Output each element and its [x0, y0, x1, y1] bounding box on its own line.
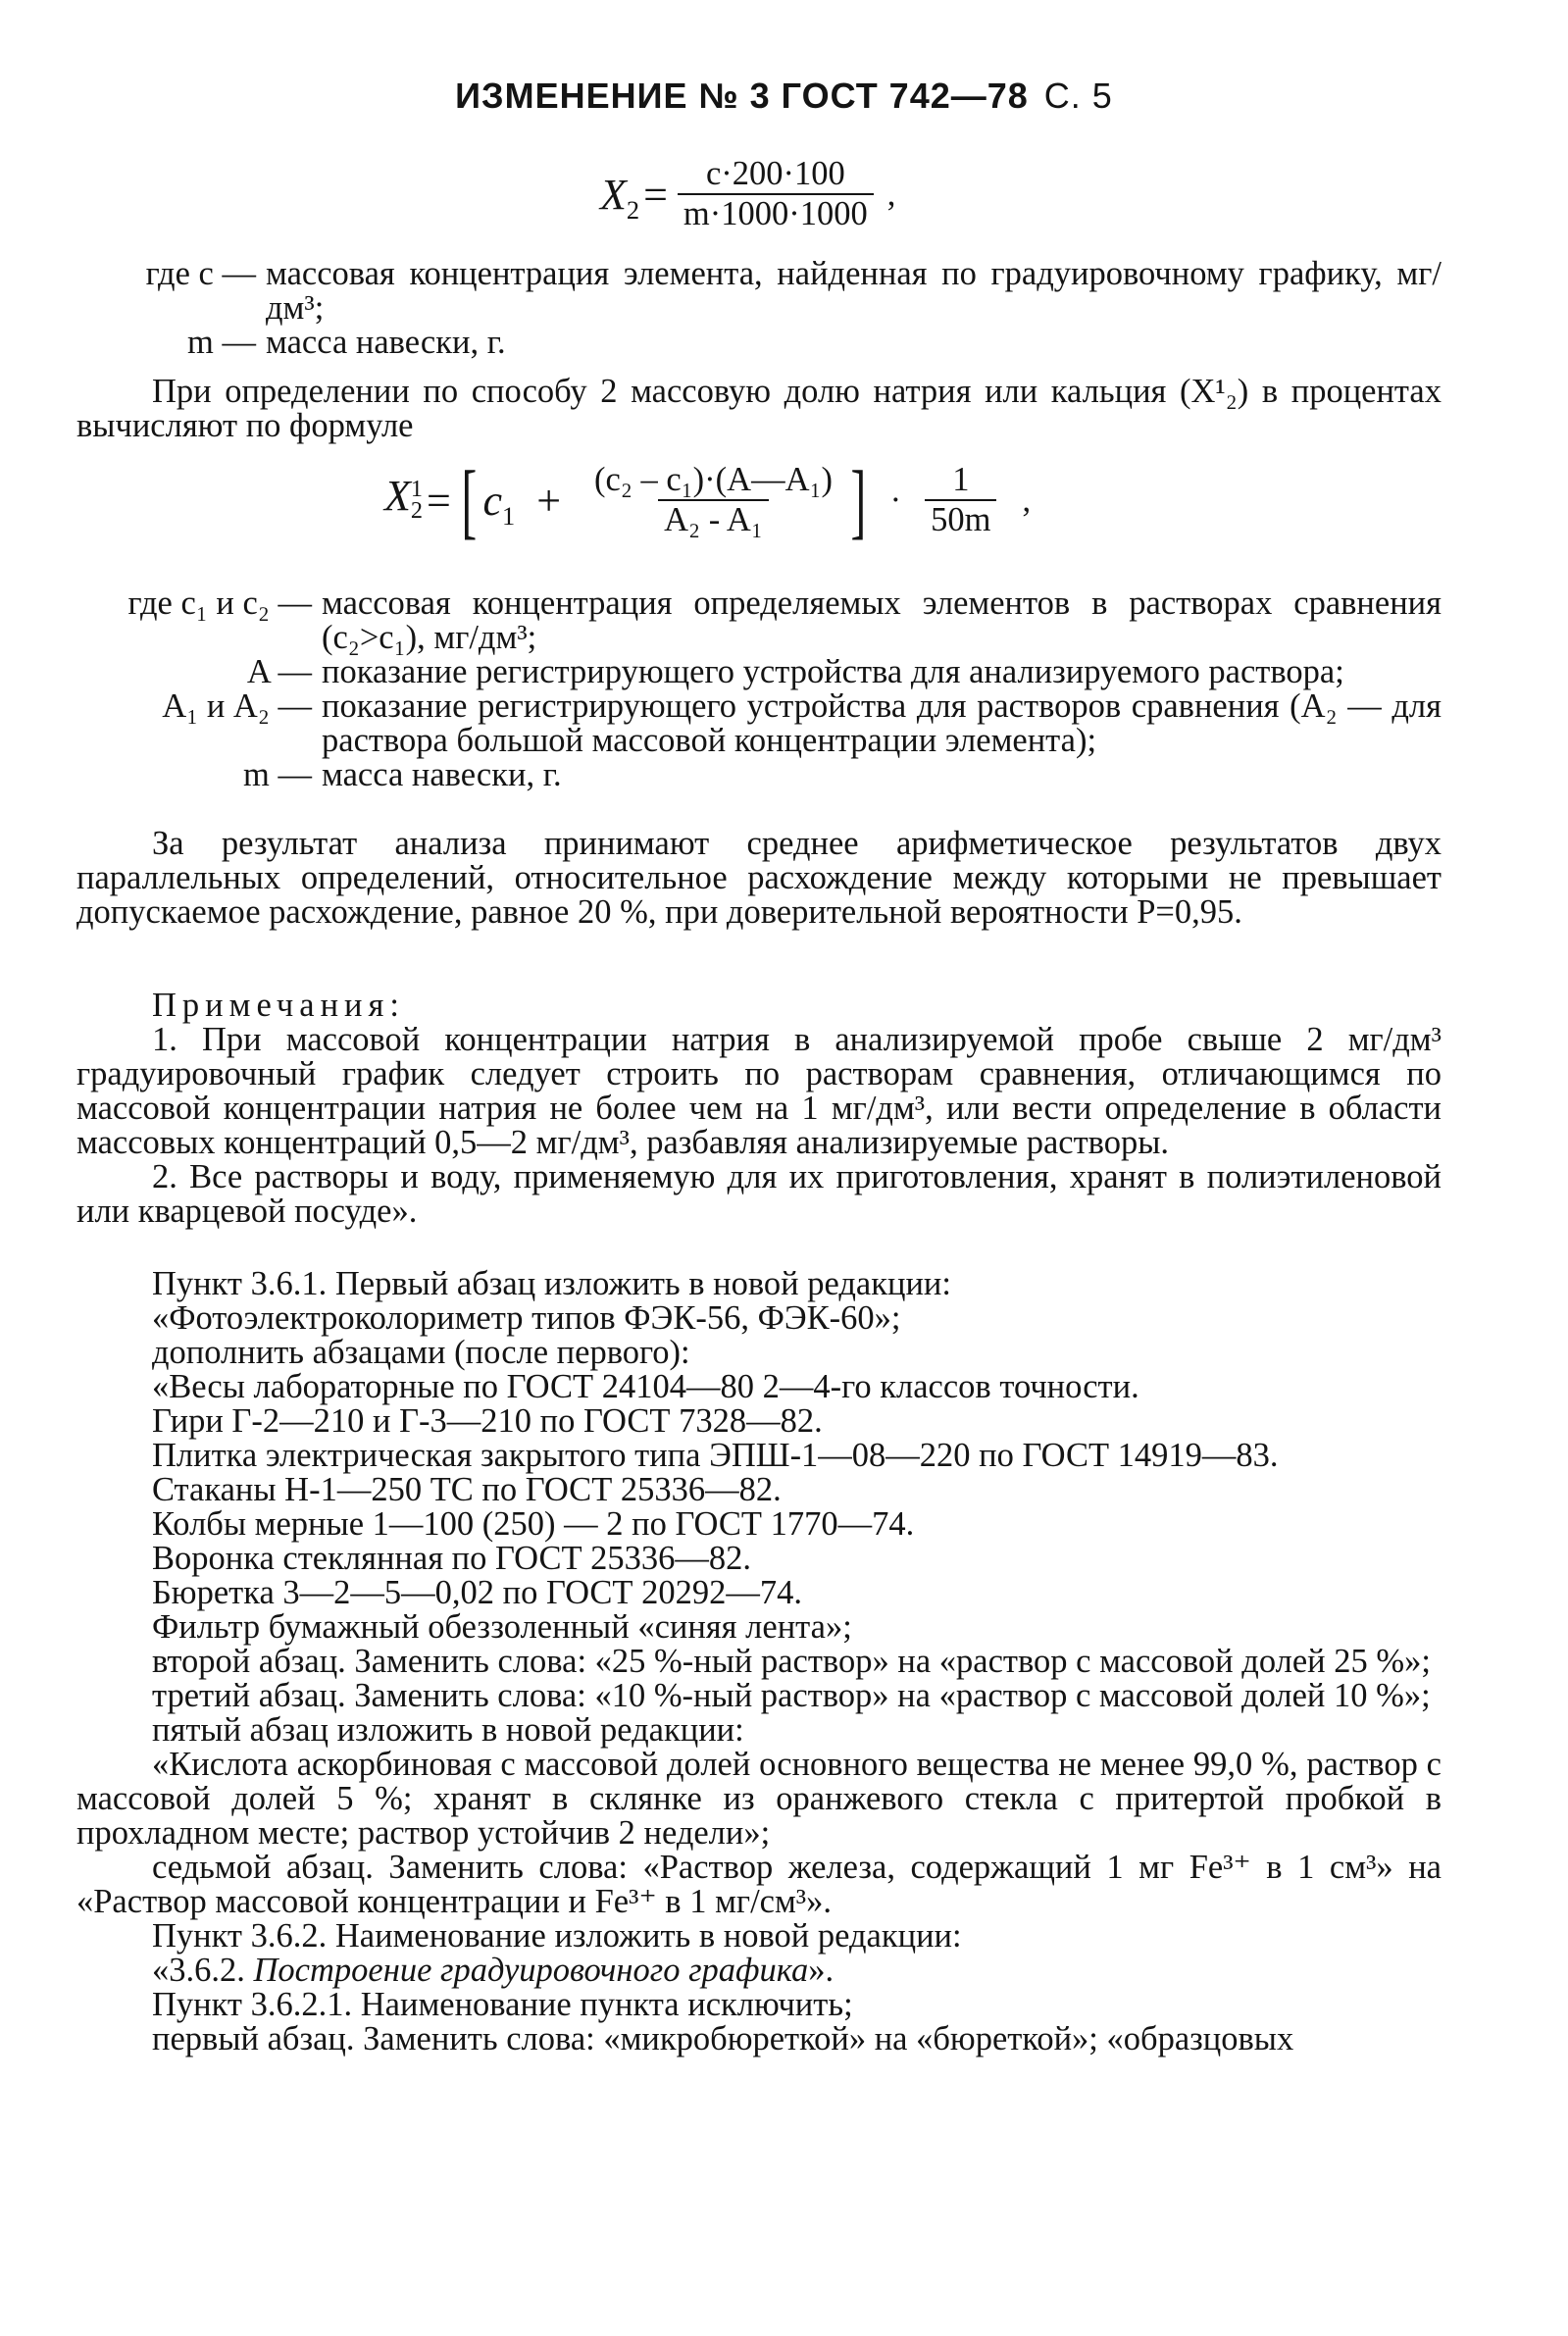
notes-section — [76, 989, 1442, 1229]
paragraph-second: второй абзац. Заменить слова: «25 %-ный раствор» на «раствор с массовой долей 25 %»; — [152, 1643, 1431, 1680]
note-1: 1. При массовой концентрации натрия в анализируемой пробе свыше 2 мг/дм³ градуировочный график следует строить по растворам сравнения, отличающимся по массовой концентрации натрия не более чем на 1 мг/дм³, или вести определение в области массовых концентраций 0,5—2 мг/дм³, разбавляя анализируемые растворы. — [76, 1021, 1442, 1161]
formula2-denominator: A₂ - A₁ — [658, 499, 769, 537]
paragraph-first: первый абзац. Заменить слова: «микробюреткой» на «бюреткой»; «образцовых — [152, 2020, 1294, 2057]
formula2-fraction2 — [925, 463, 996, 537]
paragraph-362-new: «3.6.2. Построение градуировочного графика». — [152, 1952, 835, 1989]
formula-x12 — [384, 453, 1032, 547]
paragraph-fifth-intro: пятый абзац изложить в новой редакции: — [152, 1711, 744, 1749]
note-2: 2. Все растворы и воду, применяемую для их приготовления, хранят в полиэтиленовой или кварцевой посуде». — [76, 1158, 1442, 1230]
page-number: С. 5 — [1043, 76, 1113, 116]
definition-text: массовая концентрация элемента, найденная по градуировочному графику, мг/дм³; — [266, 255, 1442, 327]
definitions-formula2 — [76, 586, 1442, 792]
paragraph-362: Пункт 3.6.2. Наименование изложить в новой редакции: — [152, 1917, 962, 1955]
page-header — [0, 76, 1568, 116]
definition-row — [76, 689, 1442, 758]
formula-denominator: m·1000·1000 — [678, 193, 874, 231]
amendment-line: Пункт 3.6.1. Первый абзац изложить в новой редакции: — [152, 1265, 951, 1302]
amendment-line: дополнить абзацами (после первого): — [152, 1334, 690, 1371]
amendment-line: Бюретка 3—2—5—0,02 по ГОСТ 20292—74. — [152, 1574, 802, 1611]
definition-text: массовая концентрация определяемых элементов в растворах сравнения (c₂>c₁), мг/дм³; — [322, 584, 1442, 656]
amendment-line: «Весы лабораторные по ГОСТ 24104—80 2—4-го классов точности. — [152, 1368, 1139, 1405]
paragraph-result: За результат анализа принимают среднее арифметическое результатов двух параллельных определений, относительное расхождение между которыми не превышает допускаемое расхождение, равное 20 %, при доверительной вероятности P=0,95. — [76, 825, 1442, 931]
formula-comma: , — [886, 175, 896, 213]
notes-heading: Примечания: — [152, 987, 405, 1024]
definition-label: где c₁ и c₂ — — [127, 584, 312, 622]
formula2-numerator: (c₂ – c₁)·(A—A₁) — [594, 461, 833, 498]
definition-row — [76, 758, 1442, 792]
definitions-formula1 — [76, 257, 1442, 360]
formula2-lhs: X 1 2 — [384, 472, 423, 524]
amendment-line: Фильтр бумажный обеззоленный «синяя лента»; — [152, 1608, 852, 1646]
paragraph-seventh: седьмой абзац. Заменить слова: «Раствор железа, содержащий 1 мг Fe³⁺ в 1 см³» на «Раствор массовой концентрации и Fe³⁺ в 1 мг/см³». — [76, 1849, 1442, 1920]
formula-numerator: c·200·100 — [705, 155, 845, 192]
formula2-fraction — [588, 463, 838, 537]
formula2-c1: $c_1$ — [482, 476, 516, 531]
formula-x2 — [600, 157, 895, 231]
definition-label: где c — — [145, 255, 256, 292]
amendment-line: Гири Г-2—210 и Г-3—210 по ГОСТ 7328—82. — [152, 1402, 823, 1440]
amendment-line: Колбы мерные 1—100 (250) — 2 по ГОСТ 1770—74. — [152, 1505, 915, 1543]
right-bracket: ] — [850, 453, 867, 547]
formula-fraction — [678, 157, 874, 231]
paragraph-method2: При определении по способу 2 массовую долю натрия или кальция (X¹₂) в процентах вычисляют по формуле — [76, 373, 1442, 444]
definition-text: масса навески, г. — [322, 756, 562, 793]
amendment-line: «Фотоэлектроколориметр типов ФЭК-56, ФЭК-60»; — [152, 1299, 901, 1337]
amendment-paragraphs — [76, 1645, 1442, 2057]
definition-text: показание регистрирующего устройства для растворов сравнения (A₂ — для раствора большой массовой концентрации элемента); — [322, 687, 1442, 759]
definition-label: A₁ и A₂ — — [162, 687, 312, 725]
paragraph-3621: Пункт 3.6.2.1. Наименование пункта исключить; — [152, 1986, 853, 2023]
definition-row — [76, 257, 1442, 326]
definition-text: масса навески, г. — [266, 324, 506, 361]
definition-label: m — — [187, 324, 256, 361]
header-title: ИЗМЕНЕНИЕ № 3 ГОСТ 742—78 — [455, 76, 1029, 116]
formula-lhs: $X_2$ — [600, 170, 640, 225]
left-bracket: [ — [461, 453, 478, 547]
formula2-plus: + — [536, 476, 562, 525]
definition-row — [76, 586, 1442, 655]
amendment-line: Стаканы Н-1—250 ТС по ГОСТ 25336—82. — [152, 1471, 782, 1508]
definition-text: показание регистрирующего устройства для анализируемого раствора; — [322, 653, 1344, 690]
formula2-equals: = — [426, 476, 451, 525]
paragraph-third: третий абзац. Заменить слова: «10 %-ный раствор» на «раствор с массовой долей 10 %»; — [152, 1677, 1431, 1714]
formula2-dot: · — [889, 481, 902, 519]
amendment-list — [76, 1267, 1517, 1645]
formula2-comma: , — [1022, 481, 1032, 519]
paragraph-fifth: «Кислота аскорбиновая с массовой долей основного вещества не менее 99,0 %, раствор с массовой долей 5 %; хранят в склянке из оранжевого стекла с притертой пробкой в прохладном месте; раствор устойчив 2 недели»; — [76, 1746, 1442, 1852]
definition-label: A — — [246, 653, 312, 690]
amendment-line: Воронка стеклянная по ГОСТ 25336—82. — [152, 1540, 752, 1577]
definition-label: m — — [243, 756, 312, 793]
definition-row — [76, 326, 1442, 360]
definition-row — [76, 655, 1442, 689]
formula2-denominator2: 50m — [925, 499, 996, 537]
amendment-line: Плитка электрическая закрытого типа ЭПШ-1—08—220 по ГОСТ 14919—83. — [152, 1437, 1279, 1474]
formula-equals: = — [643, 170, 668, 219]
formula2-numerator2: 1 — [952, 461, 970, 498]
